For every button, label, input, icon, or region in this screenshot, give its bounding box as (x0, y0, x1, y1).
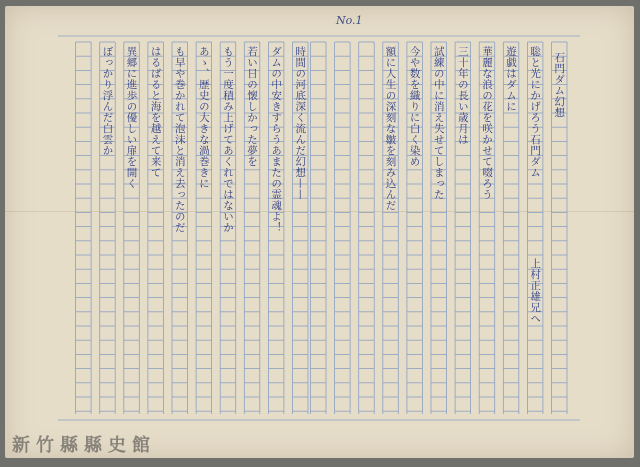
poem-line: ダムの中安きすらうあまたの霊魂よ！ (270, 46, 283, 233)
poem-line: 三十年の長い歳月は (456, 46, 469, 145)
poem-line: も早や巻かれて泡沫と消え去ったのだ (173, 46, 186, 233)
poem-line: あゝ、歴史の大きな渦巻きに (197, 46, 210, 189)
poem-line: 額に人生の深刻な皺を刻み込んだ (384, 46, 397, 211)
poem-dedication: 上村正雄兄へ (529, 258, 542, 324)
poem-line: はるばると海を越えて来て (149, 46, 162, 178)
page-number: No.1 (336, 14, 363, 27)
poem-line: 華麗な浪の花を咲かせて啜ろう (480, 46, 493, 200)
poem-line: もう一度積み上げてあくれではないか (221, 46, 234, 233)
poem-line: 異郷に進歩の優しい扉を開く (125, 46, 138, 189)
poem-title: 石門ダム幻想 (553, 52, 566, 118)
poem-line: 今や数を織りに白く染め (408, 46, 421, 167)
poem-line: 時間の河底深く流んだ幻想—— (294, 46, 307, 200)
poem-line: 若い日の懐しかった夢を (246, 46, 259, 167)
poem-line: 聡と光にかげろう石門ダム (529, 46, 542, 178)
poem-line: ぼっかり浮んだ白雲か (101, 46, 114, 156)
poem-line: 遊戯はダムに (505, 46, 518, 112)
archive-watermark: 新竹縣縣史館 (12, 435, 156, 456)
poem-line: 試練の中に消え失せてしまった (432, 46, 445, 200)
